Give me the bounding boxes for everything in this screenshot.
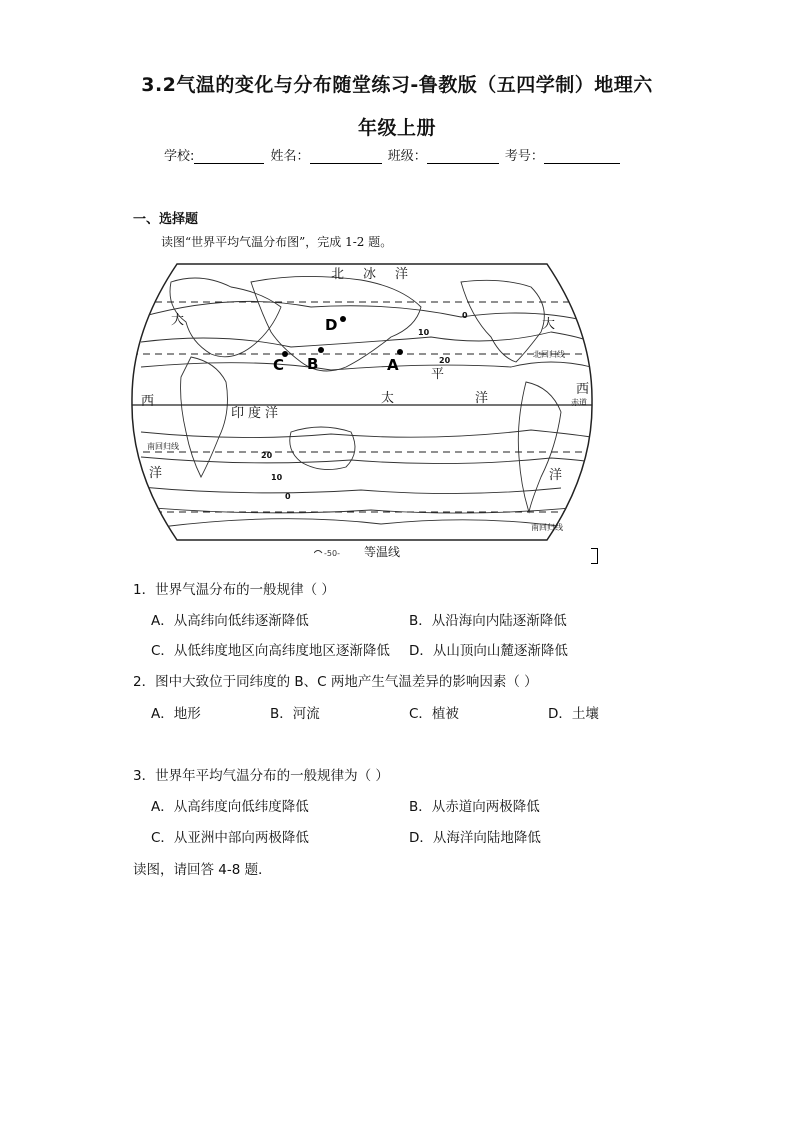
ocean-label: 印 xyxy=(231,406,245,421)
name-label: 姓名： xyxy=(270,149,310,164)
q2-option-d[interactable]: D．土壤 xyxy=(548,706,599,722)
question-3-stem: 3．世界年平均气温分布的一般规律为（ ） xyxy=(133,768,389,784)
point-d-dot xyxy=(340,316,346,322)
question-2-stem: 2．图中大致位于同纬度的 B、C 两地产生气温差异的影响因素（ ） xyxy=(133,674,538,690)
point-d-label: D xyxy=(325,316,338,334)
tropic-of-cancer-label: 北回归线 xyxy=(533,350,565,359)
class-blank[interactable] xyxy=(427,150,499,164)
isotherm-value: 0 xyxy=(462,311,468,320)
isotherm-value: 10 xyxy=(418,328,430,337)
ocean-label: 洋 xyxy=(149,466,163,481)
tropic-of-capricorn-label-right: 南回归线 xyxy=(531,523,563,532)
q1-option-d[interactable]: D．从山顶向山麓逐渐降低 xyxy=(409,643,568,659)
ocean-label: 洋 xyxy=(549,468,563,483)
isotherm-value: 20 xyxy=(261,451,273,460)
q3-option-d[interactable]: D．从海洋向陆地降低 xyxy=(409,830,541,846)
isotherm-value: 0 xyxy=(285,492,291,501)
isotherm-legend-icon xyxy=(314,547,356,557)
tropic-of-capricorn-label: 南回归线 xyxy=(147,442,179,451)
legend-label: 等温线 xyxy=(364,545,401,559)
point-a-dot xyxy=(397,349,403,355)
page-title-line1: 3.2气温的变化与分布随堂练习-鲁教版（五四学制）地理六 xyxy=(141,74,653,96)
ocean-label: 北 xyxy=(331,267,345,282)
ocean-label: 洋 xyxy=(265,406,279,421)
ocean-label: 西 xyxy=(141,394,155,409)
point-c-label: C xyxy=(273,356,285,374)
bracket-mark xyxy=(591,548,598,564)
isotherm-value: 10 xyxy=(271,473,283,482)
ocean-label: 大 xyxy=(542,317,556,332)
q1-option-b[interactable]: B．从沿海向内陆逐渐降低 xyxy=(409,613,567,629)
ocean-label: 洋 xyxy=(395,267,409,282)
q3-option-b[interactable]: B．从赤道向两极降低 xyxy=(409,799,540,815)
world-temperature-map xyxy=(131,262,593,542)
q3-option-a[interactable]: A．从高纬度向低纬度降低 xyxy=(151,799,309,815)
ocean-label: 大 xyxy=(171,313,185,328)
point-b-dot xyxy=(318,347,324,353)
q2-option-a[interactable]: A．地形 xyxy=(151,706,201,722)
q3-option-c[interactable]: C．从亚洲中部向两极降低 xyxy=(151,830,309,846)
question-1-stem: 1．世界气温分布的一般规律（ ） xyxy=(133,582,335,598)
q1-option-c[interactable]: C．从低纬度地区向高纬度地区逐渐降低 xyxy=(151,643,390,659)
ocean-label: 冰 xyxy=(363,267,377,282)
ocean-label: 太 xyxy=(381,391,395,406)
q1-option-a[interactable]: A．从高纬向低纬逐渐降低 xyxy=(151,613,309,629)
point-a-label: A xyxy=(387,356,399,374)
page-title-line2: 年级上册 xyxy=(357,117,436,139)
ocean-label: 洋 xyxy=(475,391,489,406)
school-blank[interactable] xyxy=(194,150,264,164)
equator-label: 赤道 xyxy=(571,398,587,407)
section-heading: 一、选择题 xyxy=(133,212,199,227)
ocean-label: 西 xyxy=(576,382,590,397)
school-label: 学校: xyxy=(164,149,195,164)
footer-instruction: 读图，请回答 4-8 题． xyxy=(133,862,272,878)
q2-option-c[interactable]: C．植被 xyxy=(409,706,459,722)
isotherm-value: 20 xyxy=(439,356,451,365)
map-intro: 读图“世界平均气温分布图”，完成 1-2 题。 xyxy=(161,235,393,249)
svg-text:-50-: -50- xyxy=(324,548,340,557)
number-label: 考号： xyxy=(504,149,544,164)
map-legend xyxy=(314,543,400,560)
class-label: 班级： xyxy=(387,149,427,164)
name-blank[interactable] xyxy=(310,150,382,164)
point-b-label: B xyxy=(307,355,319,373)
ocean-label: 度 xyxy=(248,406,262,421)
map-frame xyxy=(132,264,592,540)
number-blank[interactable] xyxy=(544,150,620,164)
ocean-label: 平 xyxy=(431,367,445,382)
student-info-row xyxy=(164,145,622,164)
q2-option-b[interactable]: B．河流 xyxy=(270,706,320,722)
